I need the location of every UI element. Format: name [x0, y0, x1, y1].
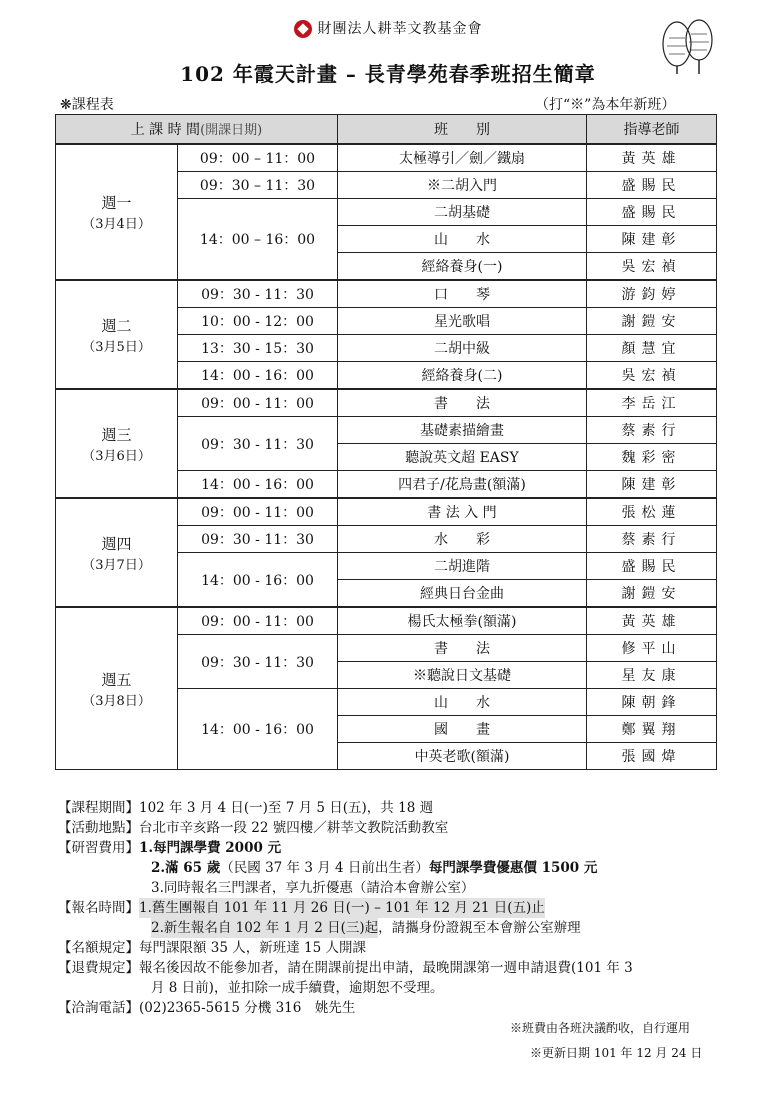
- time-cell: 10：00 - 12：00: [178, 308, 338, 335]
- teacher-cell: 謝鎧安: [587, 580, 717, 608]
- time-cell: 09：00 - 11：00: [178, 607, 338, 635]
- class-cell: 國 畫: [337, 716, 586, 743]
- quota-rule: [58, 938, 748, 958]
- course-period: [58, 798, 748, 818]
- class-cell: 山 水: [337, 226, 586, 253]
- table-row: [56, 498, 717, 526]
- update-date-note: ※更新日期 101 年 12 月 24 日: [530, 1046, 703, 1060]
- class-cell: 書 法: [337, 389, 586, 417]
- day-cell-friday: 週五 （3月8日）: [56, 607, 178, 770]
- teacher-cell: 李岳江: [587, 389, 717, 417]
- location-text: 台北市辛亥路一段 22 號四樓／耕莘文教院活動教室: [139, 820, 449, 836]
- class-cell: 星光歌唱: [337, 308, 586, 335]
- fee-item-3: 3.同時報名三門課者，享九折優惠（請洽本會辦公室）: [151, 880, 475, 896]
- class-cell: 聽說英文超 EASY: [337, 444, 586, 471]
- header-teacher: 指導老師: [587, 115, 717, 145]
- class-fee-note: ※班費由各班決議酌收，自行運用: [510, 1021, 691, 1035]
- page-title: 102 年霞天計畫 – 長青學苑春季班招生簡章: [180, 62, 596, 86]
- class-cell: 楊氏太極拳(額滿): [337, 607, 586, 635]
- teacher-cell: 游鈞婷: [587, 280, 717, 308]
- tuition-fee: [58, 838, 748, 858]
- teacher-cell: 盛賜民: [587, 199, 717, 226]
- teacher-cell: 陳朝鋒: [587, 689, 717, 716]
- registration-item-1: 1.舊生團報自 101 年 11 月 26 日(一) – 101 年 12 月 21 日(五)止: [139, 900, 545, 916]
- refund-text-2: 月 8 日前)，並扣除一成手續費，逾期恕不受理。: [151, 980, 444, 996]
- contact-phone: [58, 998, 748, 1018]
- teacher-cell: 吳宏禎: [587, 253, 717, 281]
- time-cell: 14：00 - 16：00: [178, 362, 338, 390]
- fee-item-2: 2.滿 65 歲 （民國 37 年 3 月 4 日前出生者） 每門課學費優惠價 1500 元: [151, 860, 598, 876]
- refund-text-1: 報名後因故不能參加者，請在開課前提出申請，最晚開課第一週申請退費(101 年 3: [139, 960, 633, 976]
- registration-label: 【報名時間】: [58, 900, 139, 916]
- fee-label: 【研習費用】: [58, 840, 139, 856]
- header-time: 上 課 時 間(開課日期): [56, 115, 338, 145]
- enrollment-notes: [58, 798, 748, 1018]
- header-class: 班 別: [337, 115, 586, 145]
- class-cell: 四君子/花鳥畫(額滿): [337, 471, 586, 499]
- class-cell: 經絡養身(二): [337, 362, 586, 390]
- class-cell: 太極導引／劍／鐵扇: [337, 144, 586, 172]
- table-row: [56, 607, 717, 635]
- contact-text: (02)2365-5615 分機 316 姚先生: [139, 1000, 356, 1016]
- teacher-cell: 陳建彰: [587, 471, 717, 499]
- teacher-cell: 鄭翼翔: [587, 716, 717, 743]
- foundation-logo-icon: [294, 20, 312, 38]
- teacher-cell: 蔡素行: [587, 526, 717, 553]
- registration-item-2: 2.新生報名自 102 年 1 月 2 日(三)起 ，請攜身份證親至本會辦公室辦理: [151, 920, 581, 936]
- day-cell-tuesday: 週二 （3月5日）: [56, 280, 178, 389]
- teacher-cell: 黃英雄: [587, 607, 717, 635]
- organization-name: 財團法人耕莘文教基金會: [317, 21, 483, 37]
- class-cell: 經絡養身(一): [337, 253, 586, 281]
- time-cell: 13：30 - 15：30: [178, 335, 338, 362]
- course-schedule-table: [55, 114, 717, 770]
- teacher-cell: 修平山: [587, 635, 717, 662]
- time-cell: 09：30 - 11：30: [178, 417, 338, 471]
- time-cell: 09：00 - 11：00: [178, 389, 338, 417]
- teacher-cell: 張國煒: [587, 743, 717, 770]
- time-cell: 09：30 - 11：30: [178, 635, 338, 689]
- table-row: [56, 389, 717, 417]
- activity-location: [58, 818, 748, 838]
- class-cell: 二胡進階: [337, 553, 586, 580]
- time-cell: 09：00 - 11：00: [178, 498, 338, 526]
- quota-text: 每門課限額 35 人，新班達 15 人開課: [139, 940, 367, 956]
- class-cell: ※聽說日文基礎: [337, 662, 586, 689]
- teacher-cell: 陳建彰: [587, 226, 717, 253]
- class-cell: 二胡中級: [337, 335, 586, 362]
- time-cell: 14：00 - 16：00: [178, 553, 338, 608]
- table-row: [56, 144, 717, 172]
- course-period-label: 【課程期間】: [58, 800, 139, 816]
- table-row: [56, 280, 717, 308]
- refund-label: 【退費規定】: [58, 960, 139, 976]
- class-cell: 基礎素描繪畫: [337, 417, 586, 444]
- teacher-cell: 張松蓮: [587, 498, 717, 526]
- time-cell: 09：30 - 11：30: [178, 526, 338, 553]
- time-cell: 14：00 - 16：00: [178, 689, 338, 770]
- refund-rule: [58, 958, 748, 978]
- quota-label: 【名額規定】: [58, 940, 139, 956]
- registration-period: [58, 898, 748, 918]
- teacher-cell: 盛賜民: [587, 172, 717, 199]
- time-cell: 14：00 - 16：00: [178, 471, 338, 499]
- teacher-cell: 顏慧宜: [587, 335, 717, 362]
- teacher-cell: 黃英雄: [587, 144, 717, 172]
- teacher-cell: 盛賜民: [587, 553, 717, 580]
- teacher-cell: 魏彩密: [587, 444, 717, 471]
- time-cell: 14：00 – 16：00: [178, 199, 338, 281]
- schedule-caption: ❋課程表: [60, 97, 114, 113]
- table-header-row: [56, 115, 717, 145]
- fee-item-1: 1.每門課學費 2000 元: [139, 840, 282, 856]
- class-cell: ※二胡入門: [337, 172, 586, 199]
- time-cell: 09：30 - 11：30: [178, 280, 338, 308]
- class-cell: 口 琴: [337, 280, 586, 308]
- time-cell: 09：00 – 11：00: [178, 144, 338, 172]
- class-cell: 山 水: [337, 689, 586, 716]
- class-cell: 水 彩: [337, 526, 586, 553]
- class-cell: 中英老歌(額滿): [337, 743, 586, 770]
- teacher-cell: 謝鎧安: [587, 308, 717, 335]
- teacher-cell: 吳宏禎: [587, 362, 717, 390]
- time-cell: 09：30 – 11：30: [178, 172, 338, 199]
- day-cell-thursday: 週四 （3月7日）: [56, 498, 178, 607]
- new-class-legend: （打“※”為本年新班）: [535, 97, 676, 113]
- teacher-cell: 星友康: [587, 662, 717, 689]
- class-cell: 書 法 入 門: [337, 498, 586, 526]
- teacher-cell: 蔡素行: [587, 417, 717, 444]
- day-cell-monday: 週一 （3月4日）: [56, 144, 178, 280]
- class-cell: 經典日台金曲: [337, 580, 586, 608]
- class-cell: 二胡基礎: [337, 199, 586, 226]
- class-cell: 書 法: [337, 635, 586, 662]
- course-period-text: 102 年 3 月 4 日(一)至 7 月 5 日(五)，共 18 週: [139, 800, 434, 816]
- location-label: 【活動地點】: [58, 820, 139, 836]
- day-cell-wednesday: 週三 （3月6日）: [56, 389, 178, 498]
- contact-label: 【洽詢電話】: [58, 1000, 139, 1016]
